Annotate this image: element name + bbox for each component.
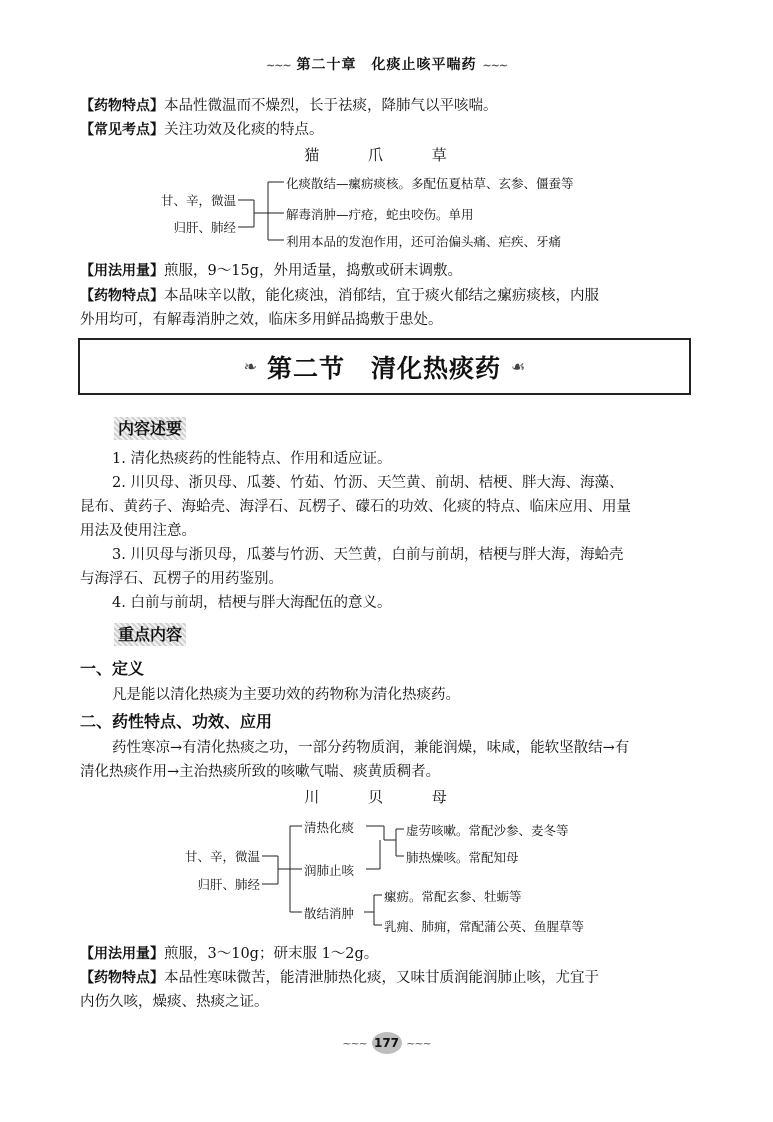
summary-item-1: 1. 清化热痰药的性能特点、作用和适应证。	[112, 451, 392, 467]
section-title: 第二节 清化热痰药	[267, 353, 502, 383]
herb2-use-1: 虚劳咳嗽。常配沙参、麦冬等	[406, 823, 569, 838]
summary-item-2-line1: 2. 川贝母、浙贝母、瓜蒌、竹茹、竹沥、天竺黄、前胡、桔梗、胖大海、海藻、	[112, 475, 624, 491]
heading-properties: 二、药性特点、功效、应用	[80, 712, 273, 731]
summary-item-3-line2: 与海浮石、瓦楞子的用药鉴别。	[80, 571, 283, 587]
header-ornament-left: ~~~	[265, 59, 291, 72]
summary-item-4: 4. 白前与前胡，桔梗与胖大海配伍的意义。	[112, 595, 392, 611]
herb2-effect-1: 清热化痰	[304, 820, 355, 835]
herb1-branch-2: 解毒消肿—疔疮，蛇虫咬伤。单用	[286, 207, 474, 222]
herb1-branch-3: 利用本品的发泡作用，还可治偏头痛、疟疾、牙痛	[286, 234, 562, 249]
section-title-box	[78, 338, 691, 395]
herb1-property-meridian: 归肝、肺经	[173, 220, 236, 235]
herb2-usage-paragraph	[80, 942, 700, 966]
herb2-effect-3: 散结消肿	[304, 906, 355, 921]
summary-tag: 内容述要	[114, 417, 186, 440]
features-label: 【药物特点】	[80, 98, 164, 114]
herb2-property-taste: 甘、辛，微温	[184, 849, 260, 864]
heading-definition: 一、定义	[80, 659, 145, 678]
summary-item-3-line1: 3. 川贝母与浙贝母，瓜蒌与竹沥、天竺黄，白前与前胡，桔梗与胖大海，海蛤壳	[112, 547, 624, 563]
herb2-property-meridian: 归肝、肺经	[197, 877, 260, 892]
usage-label: 【用法用量】	[80, 946, 164, 962]
herb1-usage-paragraph	[80, 259, 700, 283]
summary-item-2-line3: 用法及使用注意。	[80, 523, 196, 539]
herb2-effect-2: 润肺止咳	[304, 863, 355, 878]
features-text: 本品味辛以散，能化痰浊，消郁结，宜于痰火郁结之瘰疬痰核，内服	[164, 288, 599, 304]
herb2-use-4: 乳痈、肺痈，常配蒲公英、鱼腥草等	[384, 919, 585, 934]
chapter-title: 第二十章 化痰止咳平喘药	[296, 57, 477, 73]
features-text: 本品性寒味微苦，能清泄肺热化痰，又味甘质润能润肺止咳，尤宜于	[164, 970, 599, 986]
page-footer	[0, 1032, 773, 1054]
herb1-branch-1: 化痰散结—瘰疬痰核。多配伍夏枯草、玄参、僵蚕等	[286, 176, 574, 191]
definition-text: 凡是能以清化热痰为主要功效的药物称为清化热痰药。	[112, 687, 460, 703]
herb1-features-line1	[80, 284, 700, 308]
exam-text: 关注功效及化痰的特点。	[164, 122, 324, 138]
herb2-features-line1	[80, 966, 700, 990]
herb2-use-3: 瘰疬。常配玄参、牡蛎等	[384, 889, 522, 904]
section-ornament-left: ❧	[243, 357, 258, 376]
herb-title-chuanbeimu: 川 贝 母	[304, 788, 469, 806]
section-ornament-right: ☙	[511, 357, 526, 376]
key-tag: 重点内容	[114, 623, 186, 646]
footer-ornament-right: ~~~	[406, 1037, 431, 1050]
herb1-features-line2: 外用均可，有解毒消肿之效，临床多用鲜品捣敷于患处。	[80, 312, 443, 328]
properties-line1: 药性寒凉→有清化热痰之功，一部分药物质润，兼能润燥，味咸，能软坚散结→有	[112, 740, 630, 756]
features-text: 本品性微温而不燥烈，长于祛痰，降肺气以平咳喘。	[164, 98, 498, 114]
footer-ornament-left: ~~~	[342, 1037, 367, 1050]
features-label: 【药物特点】	[80, 288, 164, 304]
features-label: 【药物特点】	[80, 970, 164, 986]
usage-label: 【用法用量】	[80, 263, 164, 279]
header-ornament-right: ~~~	[482, 59, 508, 72]
key-heading	[114, 622, 186, 645]
usage-text: 煎服，9～15g，外用适量，捣敷或研末调敷。	[164, 263, 462, 279]
page-number: 177	[372, 1032, 402, 1054]
herb-title-maozhuacao: 猫 爪 草	[304, 146, 469, 164]
summary-heading	[114, 416, 186, 439]
usage-text: 煎服，3～10g；研末服 1～2g。	[164, 946, 379, 962]
summary-item-2-line2: 昆布、黄药子、海蛤壳、海浮石、瓦楞子、礞石的功效、化痰的特点、临床应用、用量	[80, 499, 631, 515]
herb1-property-taste: 甘、辛，微温	[160, 193, 236, 208]
herb2-use-2: 肺热燥咳。常配知母	[406, 850, 519, 865]
herb2-features-line2: 内伤久咳，燥痰、热痰之证。	[80, 994, 269, 1010]
properties-line2: 清化热痰作用→主治热痰所致的咳嗽气喘、痰黄质稠者。	[80, 764, 441, 780]
exam-label: 【常见考点】	[80, 122, 164, 138]
